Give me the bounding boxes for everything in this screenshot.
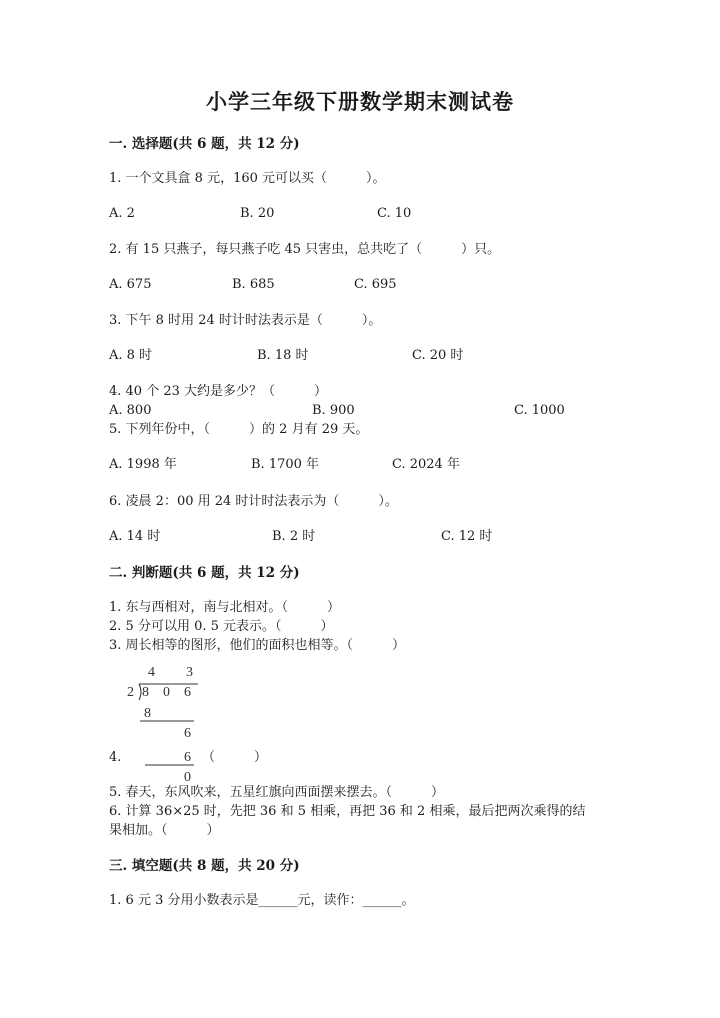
- step-remainder: 6: [184, 726, 191, 741]
- question-stem: 2. 5 分可以用 0. 5 元表示。（ ）: [109, 619, 334, 634]
- dividend-digit: 0: [163, 685, 170, 700]
- dividend-digit: 8: [142, 685, 149, 700]
- answer-bracket: （ ）: [202, 750, 268, 765]
- option-c: C. 20 时: [412, 348, 464, 363]
- final-remainder: 0: [184, 770, 191, 785]
- question-stem: 1. 6 元 3 分用小数表示是______元，读作：______。: [109, 893, 415, 908]
- step-product: 6: [184, 750, 191, 765]
- question-stem: 3. 周长相等的图形，他们的面积也相等。（ ）: [109, 638, 406, 653]
- option-b: B. 1700 年: [251, 457, 320, 472]
- section-heading-choice: 一. 选择题(共 6 题，共 12 分): [109, 136, 300, 152]
- option-c: C. 2024 年: [392, 457, 460, 472]
- option-b: B. 685: [232, 277, 275, 292]
- question-stem: 1. 东与西相对，南与北相对。（ ）: [109, 600, 341, 615]
- section-heading-judge: 二. 判断题(共 6 题，共 12 分): [109, 565, 300, 581]
- option-a: A. 675: [109, 277, 152, 292]
- step-product: 8: [144, 706, 151, 721]
- option-a: A. 8 时: [109, 348, 153, 363]
- question-stem: 6. 凌晨 2：00 用 24 时计时法表示为（ ）。: [109, 494, 398, 509]
- quotient-digit: 4: [148, 665, 155, 680]
- option-c: C. 1000: [514, 403, 565, 418]
- option-c: C. 10: [377, 206, 412, 221]
- divisor: 2: [127, 685, 134, 700]
- question-stem: 1. 一个文具盒 8 元，160 元可以买（ ）。: [109, 171, 386, 186]
- division-bracket: [139, 684, 141, 700]
- question-stem-continued: 果相加。（ ）: [109, 823, 220, 838]
- question-stem: 4.: [109, 750, 122, 765]
- option-a: A. 800: [109, 403, 152, 418]
- question-stem: 4. 40 个 23 大约是多少？（ ）: [109, 384, 328, 399]
- question-stem: 6. 计算 36×25 时，先把 36 和 5 相乘，再把 36 和 2 相乘，最后把两次乘得的结: [109, 804, 586, 819]
- page-title: 小学三年级下册数学期末测试卷: [206, 89, 514, 114]
- option-a: A. 2: [109, 206, 135, 221]
- section-heading-fill: 三. 填空题(共 8 题，共 20 分): [109, 858, 300, 874]
- option-b: B. 18 时: [257, 348, 309, 363]
- question-stem: 5. 下列年份中，（ ）的 2 月有 29 天。: [109, 422, 369, 437]
- option-c: C. 12 时: [441, 529, 493, 544]
- option-b: B. 900: [312, 403, 355, 418]
- option-a: A. 14 时: [109, 529, 161, 544]
- quotient-digit: 3: [186, 665, 193, 680]
- option-c: C. 695: [354, 277, 397, 292]
- question-stem: 3. 下午 8 时用 24 时计时法表示是（ ）。: [109, 313, 382, 328]
- option-b: B. 20: [240, 206, 275, 221]
- option-b: B. 2 时: [272, 529, 316, 544]
- dividend-digit: 6: [184, 685, 191, 700]
- question-stem: 2. 有 15 只燕子，每只燕子吃 45 只害虫，总共吃了（ ）只。: [109, 242, 501, 257]
- question-stem: 5. 春天，东风吹来，五星红旗向西面摆来摆去。（ ）: [109, 785, 445, 800]
- option-a: A. 1998 年: [109, 457, 177, 472]
